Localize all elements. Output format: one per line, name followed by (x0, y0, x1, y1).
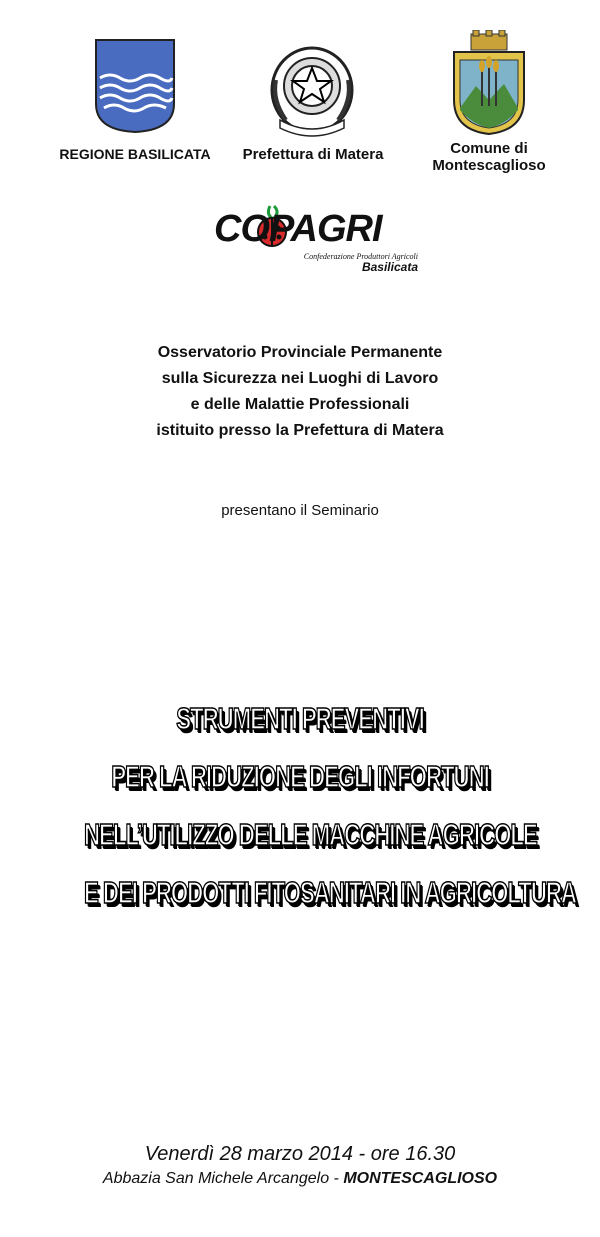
event-date: Venerdì 28 marzo 2014 - ore 16.30 (144, 1143, 456, 1165)
comune-label-line2: Montescaglioso (432, 157, 546, 174)
prefettura-label: Prefettura di Matera (242, 146, 384, 163)
copagri-logo (214, 204, 418, 278)
montescaglioso-coat-of-arms-icon (446, 30, 532, 136)
venue-name: Abbazia San Michele Arcangelo - (102, 1170, 344, 1187)
venue-city: MONTESCAGLIOSO (343, 1170, 498, 1187)
event-venue (0, 1170, 600, 1188)
italian-republic-emblem-icon (266, 40, 358, 138)
title-line: STRUMENTI PREVENTIVI (176, 701, 424, 736)
title-line: NELL’UTILIZZO DELLE MACCHINE AGRICOLE (83, 817, 537, 852)
comune-label (418, 140, 560, 174)
organization-line: sulla Sicurezza nei Luoghi di Lavoro (161, 370, 439, 387)
title-line: E DEI PRODOTTI FITOSANITARI IN AGRICOLTURA (83, 875, 576, 910)
comune-label-line1: Comune di (450, 140, 528, 157)
presents-text: presentano il Seminario (221, 502, 379, 519)
regione-shield-icon (94, 38, 176, 134)
copagri-name: COPAGRI (214, 208, 382, 250)
regione-label: REGIONE BASILICATA (59, 146, 211, 162)
prefettura-emblem (266, 40, 358, 138)
organization-line: Osservatorio Provinciale Permanente (157, 344, 443, 361)
seminar-title (0, 690, 600, 922)
organization-line: istituito presso la Prefettura di Matera (156, 422, 444, 439)
organization-line: e delle Malattie Professionali (190, 396, 410, 413)
copagri-region: Basilicata (361, 260, 418, 274)
title-line: PER LA RIDUZIONE DEGLI INFORTUNI (111, 759, 489, 794)
organization-block (0, 340, 600, 444)
regione-logo (94, 38, 176, 134)
copagri-tagline: Confederazione Produttori Agricoli (303, 252, 418, 261)
comune-logo (446, 30, 532, 136)
